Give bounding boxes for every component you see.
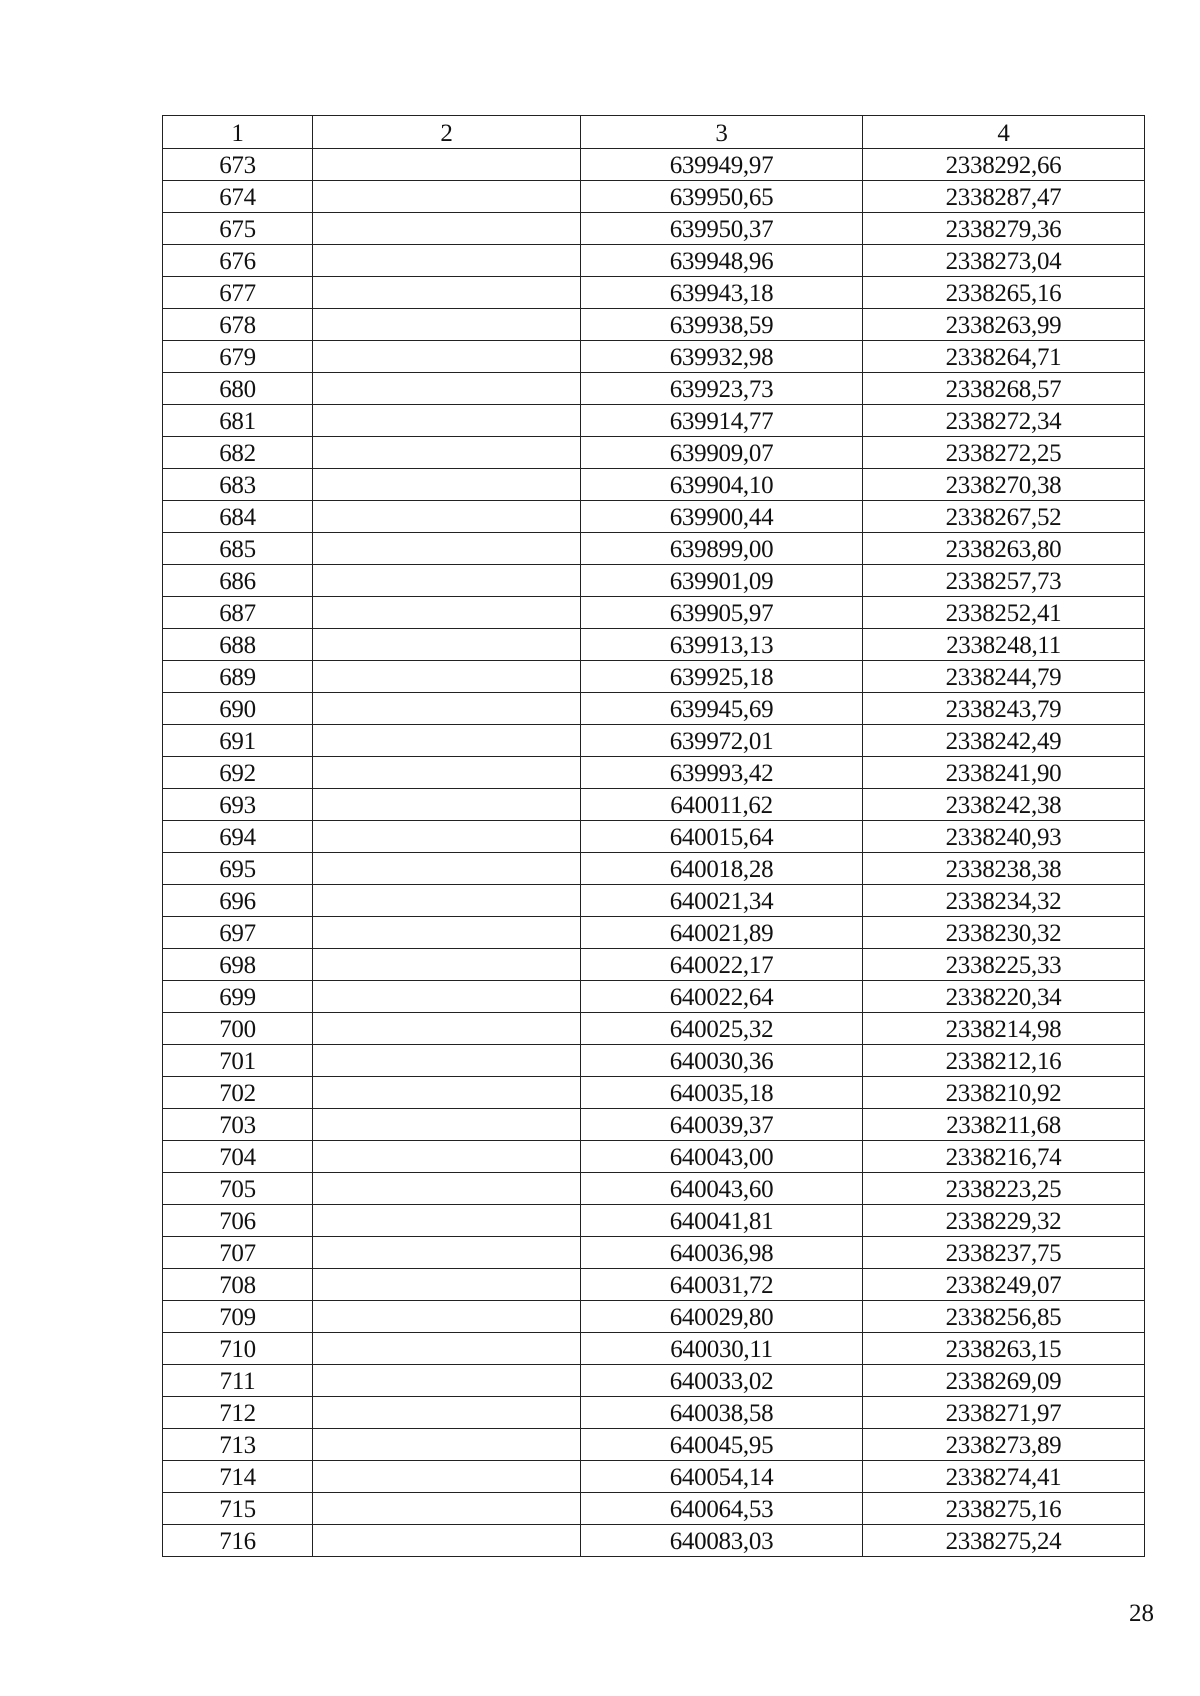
coordinate-y-cell: 2338249,07 [863,1269,1145,1301]
column-2-cell [313,533,581,565]
coordinate-y-cell: 2338275,24 [863,1525,1145,1557]
coordinate-x-cell: 640015,64 [581,821,863,853]
table-row [163,245,1145,277]
point-number-cell: 704 [163,1141,313,1173]
coordinate-x-cell: 640038,58 [581,1397,863,1429]
coordinate-y-cell: 2338237,75 [863,1237,1145,1269]
column-2-cell [313,1109,581,1141]
coordinate-x-cell: 639932,98 [581,341,863,373]
column-2-cell [313,373,581,405]
table-row [163,469,1145,501]
coordinate-y-cell: 2338216,74 [863,1141,1145,1173]
coordinate-x-cell: 640029,80 [581,1301,863,1333]
point-number-cell: 675 [163,213,313,245]
column-2-cell [313,1525,581,1557]
column-2-cell [313,597,581,629]
table-row [163,757,1145,789]
table-row [163,405,1145,437]
table-row [163,1269,1145,1301]
coordinate-x-cell: 639900,44 [581,501,863,533]
column-2-cell [313,277,581,309]
column-2-cell [313,341,581,373]
coordinate-y-cell: 2338274,41 [863,1461,1145,1493]
point-number-cell: 710 [163,1333,313,1365]
column-2-cell [313,629,581,661]
coordinate-x-cell: 640054,14 [581,1461,863,1493]
coordinate-x-cell: 640021,89 [581,917,863,949]
coordinate-y-cell: 2338272,25 [863,437,1145,469]
coordinate-y-cell: 2338211,68 [863,1109,1145,1141]
coordinate-y-cell: 2338292,66 [863,149,1145,181]
table-row [163,1173,1145,1205]
column-2-cell [313,501,581,533]
point-number-cell: 703 [163,1109,313,1141]
coordinate-x-cell: 639905,97 [581,597,863,629]
table-body [163,149,1145,1557]
table-row [163,309,1145,341]
coordinate-x-cell: 640025,32 [581,1013,863,1045]
table-row [163,1333,1145,1365]
point-number-cell: 682 [163,437,313,469]
column-2-cell [313,469,581,501]
column-2-cell [313,1173,581,1205]
coordinate-x-cell: 639950,37 [581,213,863,245]
table-row [163,853,1145,885]
table-row [163,981,1145,1013]
coordinate-y-cell: 2338279,36 [863,213,1145,245]
point-number-cell: 683 [163,469,313,501]
coordinate-y-cell: 2338287,47 [863,181,1145,213]
coordinate-y-cell: 2338220,34 [863,981,1145,1013]
column-2-cell [313,1077,581,1109]
coordinate-y-cell: 2338234,32 [863,885,1145,917]
point-number-cell: 678 [163,309,313,341]
point-number-cell: 701 [163,1045,313,1077]
point-number-cell: 692 [163,757,313,789]
table-row [163,629,1145,661]
column-2-cell [313,1237,581,1269]
coordinate-x-cell: 639949,97 [581,149,863,181]
table-row [163,917,1145,949]
point-number-cell: 674 [163,181,313,213]
coordinate-y-cell: 2338265,16 [863,277,1145,309]
coordinate-y-cell: 2338223,25 [863,1173,1145,1205]
table-row [163,789,1145,821]
coordinate-y-cell: 2338263,15 [863,1333,1145,1365]
table-row [163,341,1145,373]
column-2-cell [313,789,581,821]
coordinate-y-cell: 2338263,99 [863,309,1145,341]
coordinate-x-cell: 639914,77 [581,405,863,437]
point-number-cell: 707 [163,1237,313,1269]
coordinate-x-cell: 639901,09 [581,565,863,597]
coordinate-x-cell: 640022,64 [581,981,863,1013]
point-number-cell: 689 [163,661,313,693]
coordinate-y-cell: 2338229,32 [863,1205,1145,1237]
coordinate-y-cell: 2338273,89 [863,1429,1145,1461]
coordinate-x-cell: 639913,13 [581,629,863,661]
coordinate-y-cell: 2338257,73 [863,565,1145,597]
coordinate-y-cell: 2338263,80 [863,533,1145,565]
table-row [163,501,1145,533]
point-number-cell: 679 [163,341,313,373]
column-2-cell [313,213,581,245]
header-row [163,116,1145,149]
coordinate-x-cell: 640035,18 [581,1077,863,1109]
column-2-cell [313,917,581,949]
column-2-cell [313,245,581,277]
point-number-cell: 693 [163,789,313,821]
coordinate-y-cell: 2338252,41 [863,597,1145,629]
column-2-cell [313,693,581,725]
table-row [163,1461,1145,1493]
page-number: 28 [1129,1600,1154,1627]
table-row [163,1397,1145,1429]
point-number-cell: 677 [163,277,313,309]
column-2-cell [313,565,581,597]
table-row [163,1493,1145,1525]
point-number-cell: 708 [163,1269,313,1301]
table-row [163,949,1145,981]
coordinate-x-cell: 639923,73 [581,373,863,405]
column-2-cell [313,1013,581,1045]
point-number-cell: 680 [163,373,313,405]
point-number-cell: 715 [163,1493,313,1525]
coordinate-x-cell: 639899,00 [581,533,863,565]
coordinate-y-cell: 2338244,79 [863,661,1145,693]
table-row [163,565,1145,597]
coordinate-x-cell: 640021,34 [581,885,863,917]
table-row [163,149,1145,181]
coordinate-x-cell: 640033,02 [581,1365,863,1397]
table-row [163,213,1145,245]
point-number-cell: 697 [163,917,313,949]
coordinate-x-cell: 640039,37 [581,1109,863,1141]
table-row [163,1045,1145,1077]
table-row [163,533,1145,565]
coordinate-y-cell: 2338248,11 [863,629,1145,661]
coordinate-x-cell: 639948,96 [581,245,863,277]
column-2-cell [313,149,581,181]
coordinate-x-cell: 640043,00 [581,1141,863,1173]
coordinate-y-cell: 2338272,34 [863,405,1145,437]
point-number-cell: 686 [163,565,313,597]
column-2-cell [313,1429,581,1461]
column-2-cell [313,309,581,341]
table-row [163,1013,1145,1045]
point-number-cell: 691 [163,725,313,757]
column-2-cell [313,757,581,789]
coordinates-table [162,115,1145,1557]
column-2-cell [313,1141,581,1173]
table-row [163,1077,1145,1109]
table-row [163,181,1145,213]
coordinate-x-cell: 640030,36 [581,1045,863,1077]
coordinate-y-cell: 2338275,16 [863,1493,1145,1525]
point-number-cell: 698 [163,949,313,981]
coordinate-x-cell: 640045,95 [581,1429,863,1461]
column-2-cell [313,885,581,917]
table-row [163,1109,1145,1141]
table-row [163,1237,1145,1269]
coordinate-y-cell: 2338242,38 [863,789,1145,821]
coordinate-x-cell: 640043,60 [581,1173,863,1205]
column-2-cell [313,853,581,885]
coordinate-x-cell: 640041,81 [581,1205,863,1237]
coordinate-x-cell: 640031,72 [581,1269,863,1301]
coordinate-y-cell: 2338242,49 [863,725,1145,757]
column-2-cell [313,821,581,853]
point-number-cell: 690 [163,693,313,725]
column-2-cell [313,661,581,693]
point-number-cell: 696 [163,885,313,917]
table-row [163,373,1145,405]
point-number-cell: 681 [163,405,313,437]
point-number-cell: 705 [163,1173,313,1205]
coordinate-x-cell: 640030,11 [581,1333,863,1365]
coordinate-y-cell: 2338268,57 [863,373,1145,405]
column-2-cell [313,1269,581,1301]
table-row [163,661,1145,693]
point-number-cell: 695 [163,853,313,885]
coordinate-x-cell: 640022,17 [581,949,863,981]
coordinate-x-cell: 639945,69 [581,693,863,725]
coordinate-x-cell: 640064,53 [581,1493,863,1525]
column-2-cell [313,1333,581,1365]
point-number-cell: 694 [163,821,313,853]
table-row [163,885,1145,917]
table-row [163,725,1145,757]
coordinate-x-cell: 639909,07 [581,437,863,469]
point-number-cell: 673 [163,149,313,181]
coordinate-y-cell: 2338269,09 [863,1365,1145,1397]
point-number-cell: 685 [163,533,313,565]
column-2-cell [313,1493,581,1525]
column-header-1: 1 [163,116,313,149]
table-row [163,1365,1145,1397]
coordinate-x-cell: 639925,18 [581,661,863,693]
table-row [163,1205,1145,1237]
table-row [163,821,1145,853]
coordinate-y-cell: 2338243,79 [863,693,1145,725]
point-number-cell: 687 [163,597,313,629]
table-row [163,1429,1145,1461]
coordinate-y-cell: 2338241,90 [863,757,1145,789]
coordinate-y-cell: 2338212,16 [863,1045,1145,1077]
table-row [163,693,1145,725]
coordinate-y-cell: 2338270,38 [863,469,1145,501]
coordinate-x-cell: 640011,62 [581,789,863,821]
coordinate-y-cell: 2338264,71 [863,341,1145,373]
column-2-cell [313,1397,581,1429]
column-2-cell [313,437,581,469]
coordinate-x-cell: 639904,10 [581,469,863,501]
coordinate-x-cell: 639972,01 [581,725,863,757]
point-number-cell: 713 [163,1429,313,1461]
table-row [163,1301,1145,1333]
table-row [163,597,1145,629]
coordinate-x-cell: 639938,59 [581,309,863,341]
coordinate-y-cell: 2338267,52 [863,501,1145,533]
coordinate-x-cell: 639950,65 [581,181,863,213]
coordinate-y-cell: 2338240,93 [863,821,1145,853]
column-header-2: 2 [313,116,581,149]
column-header-3: 3 [581,116,863,149]
point-number-cell: 706 [163,1205,313,1237]
point-number-cell: 711 [163,1365,313,1397]
column-2-cell [313,1301,581,1333]
coordinate-x-cell: 640018,28 [581,853,863,885]
coordinate-y-cell: 2338225,33 [863,949,1145,981]
point-number-cell: 712 [163,1397,313,1429]
point-number-cell: 700 [163,1013,313,1045]
coordinate-y-cell: 2338214,98 [863,1013,1145,1045]
coordinate-y-cell: 2338238,38 [863,853,1145,885]
point-number-cell: 688 [163,629,313,661]
column-header-4: 4 [863,116,1145,149]
table-header [163,116,1145,149]
coordinate-x-cell: 640036,98 [581,1237,863,1269]
column-2-cell [313,1205,581,1237]
column-2-cell [313,405,581,437]
point-number-cell: 714 [163,1461,313,1493]
column-2-cell [313,725,581,757]
column-2-cell [313,181,581,213]
point-number-cell: 699 [163,981,313,1013]
coordinate-y-cell: 2338230,32 [863,917,1145,949]
point-number-cell: 676 [163,245,313,277]
table-row [163,1141,1145,1173]
column-2-cell [313,1461,581,1493]
column-2-cell [313,981,581,1013]
coordinate-x-cell: 639943,18 [581,277,863,309]
coordinate-y-cell: 2338273,04 [863,245,1145,277]
column-2-cell [313,949,581,981]
coordinate-y-cell: 2338256,85 [863,1301,1145,1333]
column-2-cell [313,1365,581,1397]
coordinate-y-cell: 2338271,97 [863,1397,1145,1429]
coordinate-x-cell: 640083,03 [581,1525,863,1557]
table-row [163,1525,1145,1557]
point-number-cell: 716 [163,1525,313,1557]
point-number-cell: 684 [163,501,313,533]
table-row [163,437,1145,469]
point-number-cell: 709 [163,1301,313,1333]
point-number-cell: 702 [163,1077,313,1109]
coordinate-x-cell: 639993,42 [581,757,863,789]
column-2-cell [313,1045,581,1077]
coordinate-y-cell: 2338210,92 [863,1077,1145,1109]
table-row [163,277,1145,309]
